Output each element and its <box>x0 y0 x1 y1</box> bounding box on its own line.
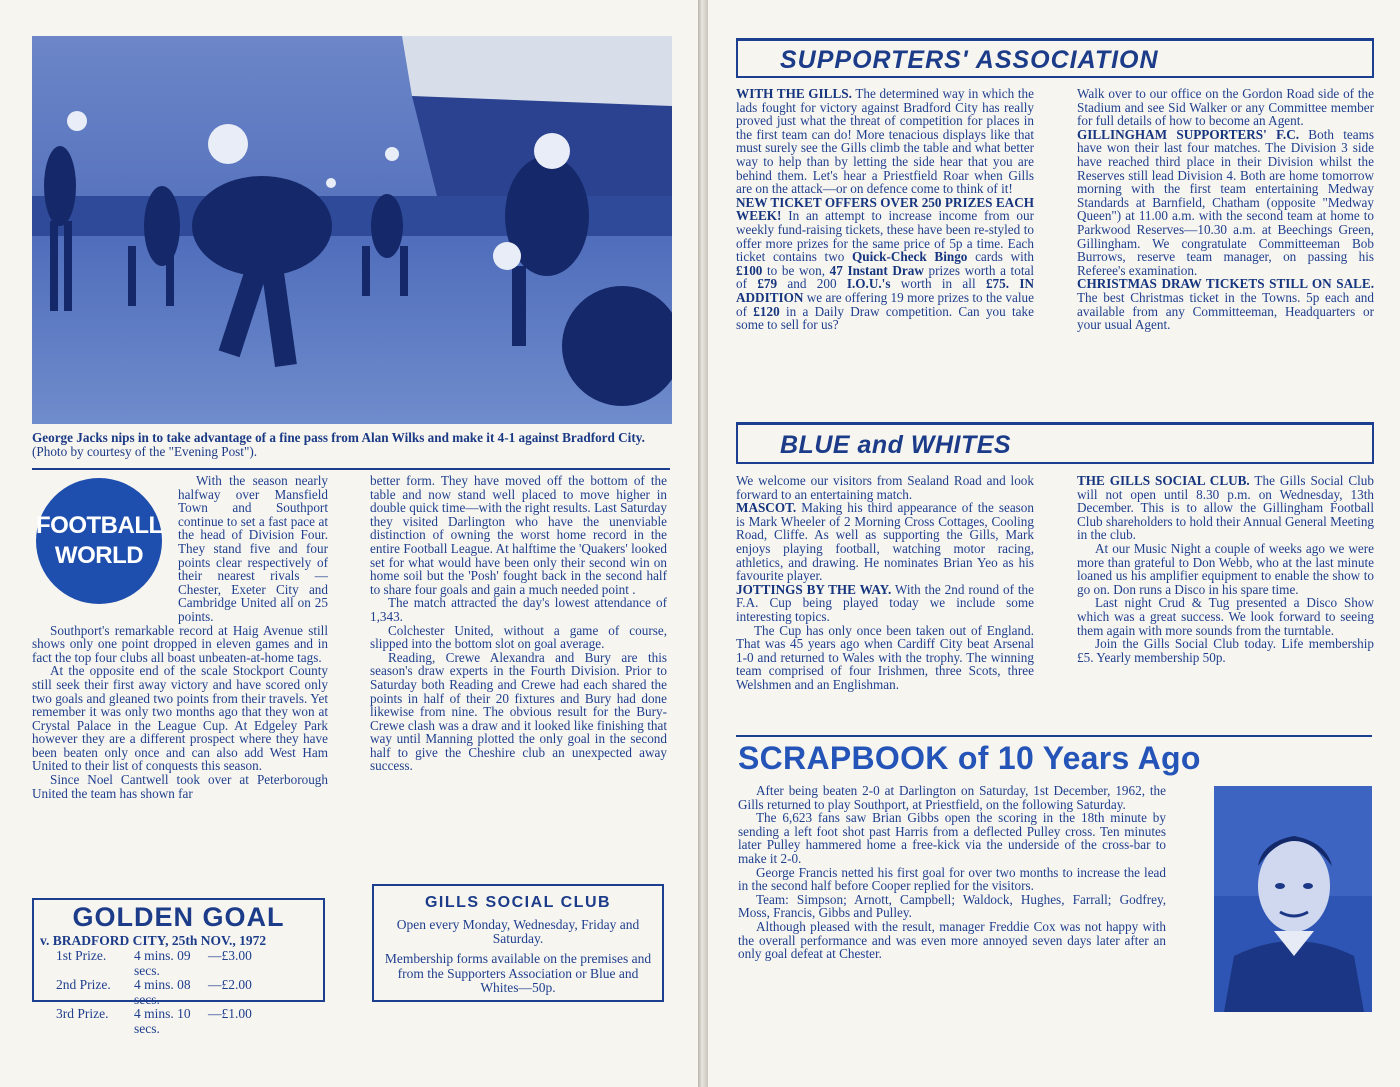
article-paragraph: After being beaten 2-0 at Darlington on Saturday, 1st December, 1962, the Gills returned to play Southport, at Priestfield, on the following Saturday. <box>738 783 1166 812</box>
article-paragraph: Last night Crud & Tug presented a Disco Show which was a great success. We look forward to seeing them again with more sounds from the turntable. <box>1077 595 1374 638</box>
page-gutter <box>698 0 708 1087</box>
prize-place: 1st Prize. <box>56 948 107 963</box>
paragraph-text: In an attempt to increase income from our weekly fund-raising tickets, these have been re-styled to offer more prizes for the same price of 5p a time. Each ticket contains two <box>736 208 1034 265</box>
article-paragraph: With the season nearly halfway over Mansfield Town and Southport continue to set a fast pace at the head of Division Four. They stand five and four points clear respectively of their nearest rivals — Chester, Exeter City and Cambridge United all on 25 points. <box>178 473 328 624</box>
article-paragraph <box>736 583 1034 624</box>
bold-term: 47 Instant Draw <box>829 262 924 278</box>
golden-goal-title: GOLDEN GOAL <box>72 902 285 932</box>
subheading: THE GILLS SOCIAL CLUB. <box>1077 473 1250 488</box>
football-world-column-1 <box>32 474 328 800</box>
bold-term: £79 <box>757 276 778 292</box>
membership-info: Membership forms available on the premises and from the Supporters Association or Blue and Whites—50p. <box>384 951 652 995</box>
article-paragraph: Since Noel Cantwell took over at Peterborough United the team has shown far <box>32 772 328 801</box>
paragraph-text: Making his third appearance of the season is Mark Wheeler of 2 Morning Cross Cottages, Cooling Road, Cliffe. As well as supporting the Gills, Mark enjoys playing football, watching motor racing, athletics, and drawing. He nominates Brian Yeo as his favourite player. <box>736 500 1034 584</box>
prize-place: 2nd Prize. <box>56 977 111 992</box>
article-paragraph <box>736 501 1034 583</box>
subheading: CHRISTMAS DRAW TICKETS STILL ON SALE. <box>1077 276 1374 292</box>
player-portrait-image <box>1214 786 1372 1012</box>
paragraph-text: prizes worth a total of <box>736 262 1034 292</box>
article-paragraph: Southport's remarkable record at Haig Avenue still shows only one point dropped in eleven games and in fact the top four clubs all boast unbeaten-at-home tags. <box>32 622 328 665</box>
gills-social-club-box <box>372 884 664 1002</box>
article-paragraph: The 6,623 fans saw Brian Gibbs open the scoring in the 18th minute by sending a left foot shot past Harris from a deflected Pulley cross. Ten minutes later Pulley hammered home a free-kick via the underside of the cross-bar to make it 2-0. <box>738 810 1166 866</box>
article-paragraph: The match attracted the day's lowest attendance of 1,343. <box>370 595 667 624</box>
paragraph-text: With the 2nd round of the F.A. Cup being played today we include some interesting topics. <box>736 581 1035 624</box>
player-portrait <box>1214 786 1372 1012</box>
supporters-association-header <box>736 38 1374 78</box>
photo-caption-credit: (Photo by courtesy of the "Evening Post"). <box>32 443 258 459</box>
subheading: JOTTINGS BY THE WAY. <box>736 581 892 597</box>
photo-caption <box>32 431 670 458</box>
prize-time: 4 mins. 08 secs. <box>134 977 191 1007</box>
supporters-column-1 <box>736 87 1034 332</box>
prize-time: 4 mins. 10 secs. <box>134 1006 191 1036</box>
article-paragraph: George Francis netted his first goal for over two months to increase the lead in the second half before Cooper replied for the visitors. <box>738 864 1166 894</box>
subheading: WITH THE GILLS. <box>736 86 852 101</box>
article-paragraph: Reading, Crewe Alexandra and Bury are this season's draw experts in the Fourth Division. Prior to Saturday both Reading and Crewe had each shared the points in half of their 20 fixtures and Bury had done likewise from nine. The obvious result for the Bury-Crewe clash was a draw and it looked like finishing that way until Manning plotted the only goal in the second half to give the Cheshire club an unexpected away success. <box>370 649 667 774</box>
article-paragraph: At our Music Night a couple of weeks ago we were more than grateful to Don Webb, who at the last minute loaned us his amplifier equipment to enable the show to go on. Don runs a Disco in his spare time. <box>1077 540 1374 597</box>
article-paragraph: better form. They have moved off the bottom of the table and now stand well placed to move higher in double quick time—with the right results. Last Saturday they visited Darlington who have the unenviable distinction of owning the worst home record in the entire Football League. At halftime the 'Quakers' looked set for what would have been only their second win on home soil but the 'Posh' fought back in the second half to share four goals and gain a much needed point . <box>370 473 667 597</box>
prize-time: 4 mins. 09 secs. <box>134 948 191 978</box>
article-paragraph <box>1077 277 1374 331</box>
blue-whites-column-2 <box>1077 474 1374 664</box>
caption-divider <box>32 468 670 470</box>
left-page <box>0 0 698 1087</box>
article-paragraph: At the opposite end of the scale Stockport County still seek their first away victory and have scored only two goals and gleaned two points from their travels. Yet remember it was only two months ago that they won at Crystal Palace in the League Cup. At Edgeley Park however they are a different prospect where they have been beaten only once and can also add West Ham United to their list of conquests this season. <box>32 663 328 774</box>
subheading: MASCOT. <box>736 500 797 516</box>
article-paragraph: Walk over to our office on the Gordon Road side of the Stadium and see Sid Walker or any Committee member for full details of how to become an Agent. <box>1077 86 1374 129</box>
right-page <box>708 0 1400 1087</box>
bold-term: £120 <box>753 303 780 319</box>
prize-row <box>34 1007 323 1036</box>
prize-amount: —£1.00 <box>208 1006 252 1021</box>
prize-amount: —£3.00 <box>208 948 252 963</box>
golden-goal-box <box>32 898 325 1036</box>
supporters-column-2 <box>1077 87 1374 332</box>
article-paragraph <box>736 196 1034 332</box>
paragraph-text: The determined way in which the lads fought for victory against Bradford City has really proved just what the threat of competition for places in the first team can do! More tenacious displays like that must surely see the Gills climb the table and what better way to help than by letting the side hear that you are behind them. Let's hear a Priestfield Roar when Gills are on the attack—or on defence come to think of it! <box>736 86 1034 197</box>
paragraph-text: we are offering 19 more prizes to the value of <box>736 289 1034 319</box>
blue-whites-column-1 <box>736 474 1034 692</box>
paragraph-text: in a Daily Draw competition. Can you take some to sell for us? <box>736 303 1034 333</box>
badge-line-1: FOOTBALL <box>36 512 163 539</box>
match-photo-image <box>32 36 672 424</box>
prize-row <box>34 978 323 1007</box>
paragraph-text: Both teams have won their last four matches. The Division 3 side have reached third place in their Division whilst the Reserves still lead Division 4. Both are home tomorrow morning with the first team entertaining Medway Standards at Barnfield, Chatham (opposite "Medway Queen") at 11.00 a.m. with the second team at home to Parkwood Reserves—10.30 a.m. at Beechings Green, Gillingham. We congratulate Committeeman Bob Burrows, reserve team manager, on passing his Referee's examination. <box>1077 126 1374 278</box>
bold-term: £100 <box>736 262 763 278</box>
paragraph-text: to be won, <box>762 262 830 278</box>
bold-term: Quick-Check Bingo <box>852 249 968 265</box>
article-paragraph: Although pleased with the result, manager Freddie Cox was not happy with the overall performance and was even more annoyed seven days later after an only goal defeat at Chester. <box>738 918 1166 962</box>
football-world-column-2 <box>370 474 667 773</box>
paragraph-text: cards with <box>967 249 1034 265</box>
article-paragraph <box>1077 474 1374 542</box>
paragraph-text: and 200 <box>777 276 847 292</box>
golden-goal-subtitle: v. BRADFORD CITY, 25th NOV., 1972 <box>40 933 267 948</box>
article-paragraph <box>736 87 1034 196</box>
paragraph-text: worth in all <box>890 276 986 292</box>
article-paragraph <box>1077 128 1374 278</box>
photo-caption-bold: George Jacks nips in to take advantage of a fine pass from Alan Wilks and make it 4-1 against Bradford City. <box>32 430 645 445</box>
bold-term: £75. IN ADDITION <box>736 276 1034 305</box>
scrapbook-title: SCRAPBOOK of 10 Years Ago <box>738 740 1201 776</box>
opening-times: Open every Monday, Wednesday, Friday and Saturday. <box>396 917 640 947</box>
gills-social-club-title: GILLS SOCIAL CLUB <box>424 894 612 911</box>
scrapbook-article <box>738 784 1166 961</box>
article-paragraph: Team: Simpson; Arnott, Campbell; Waldock, Hughes, Farrall; Godfrey, Moss, Francis, Gibbs and Pulley. <box>738 891 1166 921</box>
prize-place: 3rd Prize. <box>56 1006 109 1021</box>
subheading: GILLINGHAM SUPPORTERS' F.C. <box>1077 126 1300 142</box>
supporters-association-title: SUPPORTERS' ASSOCIATION <box>780 46 1159 74</box>
match-photo <box>32 36 672 424</box>
subheading: NEW TICKET OFFERS OVER 250 PRIZES EACH WEEK! <box>736 194 1034 224</box>
paragraph-text: The best Christmas ticket in the Towns. 5p each and available from any Committeeman, Headquarters or your usual Agent. <box>1077 289 1374 333</box>
prize-amount: —£2.00 <box>208 977 252 992</box>
blue-and-whites-title: BLUE and WHITES <box>780 431 1012 459</box>
article-paragraph: We welcome our visitors from Sealand Road and look forward to an entertaining match. <box>736 473 1034 502</box>
scrapbook-divider <box>736 735 1372 737</box>
article-paragraph: Join the Gills Social Club today. Life membership £5. Yearly membership 50p. <box>1077 636 1374 665</box>
prize-row <box>34 949 323 978</box>
badge-line-2: WORLD <box>54 542 144 569</box>
article-paragraph: Colchester United, without a game of course, slipped into the bottom slot on goal average. <box>370 622 667 652</box>
article-paragraph: The Cup has only once been taken out of England. That was 45 years ago when Cardiff City beat Arsenal 1-0 and returned to Wales with the trophy. The winning team comprised of four Irishmen, three Scots, three Welshmen and an Englishman. <box>736 622 1034 692</box>
paragraph-text: The Gills Social Club will not open until 8.30 p.m. on Wednesday, 13th December. This is to allow the Gillingham Football Club shareholders to hold their Annual General Meeting in the club. <box>1077 473 1375 543</box>
bold-term: I.O.U.'s <box>846 276 891 292</box>
blue-and-whites-header <box>736 422 1374 464</box>
